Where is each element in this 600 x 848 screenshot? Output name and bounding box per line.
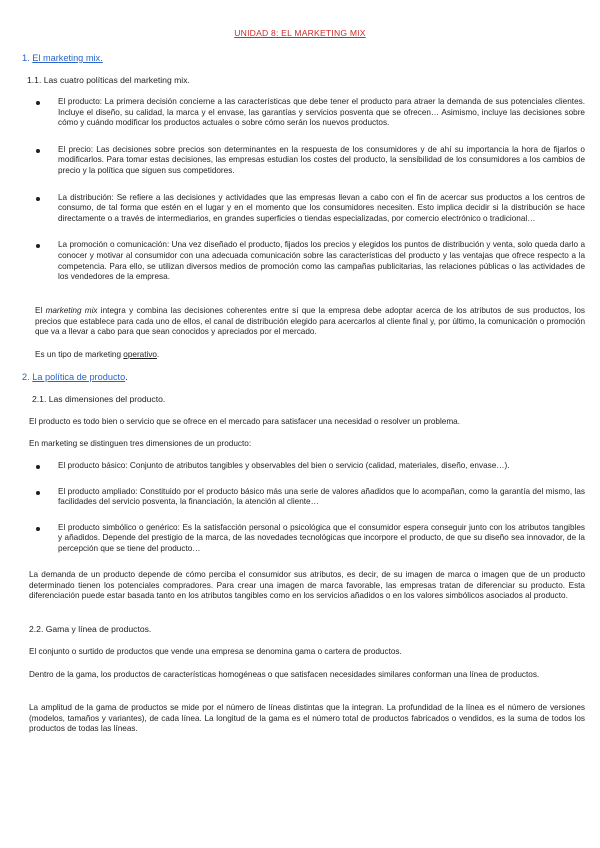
marketing-type: Es un tipo de marketing operativo. <box>35 350 160 359</box>
subsection-2-2: 2.2. Gama y línea de productos. <box>29 624 152 634</box>
section-1-number: 1. <box>22 53 30 63</box>
marketing-mix-list <box>58 97 585 283</box>
term-marketing-mix: marketing mix <box>45 306 98 315</box>
term-operativo: operativo <box>123 350 157 359</box>
brand-image-paragraph: La demanda de un producto depende de cómo perciba el consumidor sus atributos, es decir, de su imagen de marca o imagen que de un producto determinado tienen los potenciales compradores. Para crear una imagen de marca favorable, las empresas tratan de diferenciar su producto. Esta diferenciación puede estar basada tanto en los atributos tangibles como en los servicios añadidos o en los valores simbólicos asociados al producto. <box>29 570 585 601</box>
gama-paragraph: El conjunto o surtido de productos que vende una empresa se denomina gama o cartera de productos. <box>29 647 402 656</box>
section-1-heading <box>22 53 422 64</box>
section-1-title: El marketing mix. <box>32 53 103 63</box>
document-title: UNIDAD 8: EL MARKETING MIX <box>234 28 366 38</box>
list-item: El producto ampliado: Constituido por el producto básico más una serie de valores añadidos que lo acompañan, como la garantía del mismo, las facilidades del servicio posventa, la financiación, la atención al cliente… <box>58 487 585 508</box>
bullet-icon <box>36 149 40 153</box>
bullet-icon <box>36 101 40 105</box>
bullet-icon <box>36 491 40 495</box>
subsection-2-1: 2.1. Las dimensiones del producto. <box>32 394 166 404</box>
list-item: El producto: La primera decisión concierne a las características que debe tener el producto para atraer la demanda de sus potenciales clientes. Incluye el diseño, su calidad, la marca y el envase, las garantías y servicios posventa que se ofrecen… Asimismo, incluye las decisiones sobre cómo y cuándo modificar los productos actuales o sobre cómo serán los nuevos productos. <box>58 97 585 129</box>
product-dimensions-list <box>58 461 585 555</box>
list-item: La distribución: Se refiere a las decisiones y actividades que las empresas llevan a cabo con el fin de acercar sus productos a los centros de consumo, de tal forma que estén en el lugar y en el momento que los consumidores necesiten. Esto implica decidir si la distribución se hace directamente o a través de intermediarios, en grandes superficies o tiendas especializadas, por comercio electrónico o tradicional… <box>58 193 585 225</box>
marketing-mix-definition: El marketing mix integra y combina las decisiones coherentes entre sí que la empresa debe adoptar acerca de los atributos de sus productos, los precios que establece para cada uno de ellos, el canal de distribución elegido para acercarlos al cliente final y, por último, la comunicación o promoción que va a llevar a cabo para que sean conocidos y apreciados por el mercado. <box>35 306 585 337</box>
subsection-1-1: 1.1. Las cuatro políticas del marketing mix. <box>27 75 190 85</box>
list-item: El producto simbólico o genérico: Es la satisfacción personal o psicológica que el consumidor espera conseguir junto con los atributos tangibles y añadidos. Depende del prestigio de la marca, de las novedades tecnológicas que incorpore el producto, de que su diseño sea innovador, de la percepción que se tiene del producto… <box>58 523 585 555</box>
bullet-icon <box>36 244 40 248</box>
section-2-title: La política de producto <box>32 372 126 382</box>
product-definition: El producto es todo bien o servicio que se ofrece en el mercado para satisfacer una necesidad o resolver un problema. <box>29 417 461 426</box>
bullet-icon <box>36 465 40 469</box>
section-2-heading: 2. La política de producto. <box>22 372 128 382</box>
amplitud-paragraph: La amplitud de la gama de productos se mide por el número de líneas distintas que la integran. La profundidad de la línea es el número de versiones (modelos, tamaños y variantes), de cada línea. La longitud de la gama es el número total de productos fabricados o vendidos, es la suma de todos los productos de todas las líneas. <box>29 703 585 734</box>
dimensions-intro: En marketing se distinguen tres dimensiones de un producto: <box>29 439 252 448</box>
section-2-number: 2. <box>22 372 30 382</box>
list-item: El precio: Las decisiones sobre precios son determinantes en la respuesta de los consumidores y de ahí su importancia la hora de fijarlos o modificarlos. Para tomar estas decisiones, las empresas estudian los costes del producto, la sensibilidad de los consumidores a los cambios de precio y la política que siguen sus competidores. <box>58 145 585 177</box>
bullet-icon <box>36 527 40 531</box>
linea-paragraph: Dentro de la gama, los productos de características homogéneas o que satisfacen necesidades similares conforman una línea de productos. <box>29 670 540 679</box>
bullet-icon <box>36 197 40 201</box>
list-item: La promoción o comunicación: Una vez diseñado el producto, fijados los precios y elegidos los puntos de distribución y venta, solo queda darlo a conocer y motivar al consumidor con una adecuada comunicación sobre las características del producto y las ventajas que ofrece respecto a la competencia. Para ello, se utilizan diversos medios de promoción como las campañas publicitarias, las relaciones públicas o las actividades de los vendedores de la empresa. <box>58 240 585 282</box>
list-item: El producto básico: Conjunto de atributos tangibles y observables del bien o servicio (calidad, materiales, diseño, envase…). <box>58 461 585 472</box>
